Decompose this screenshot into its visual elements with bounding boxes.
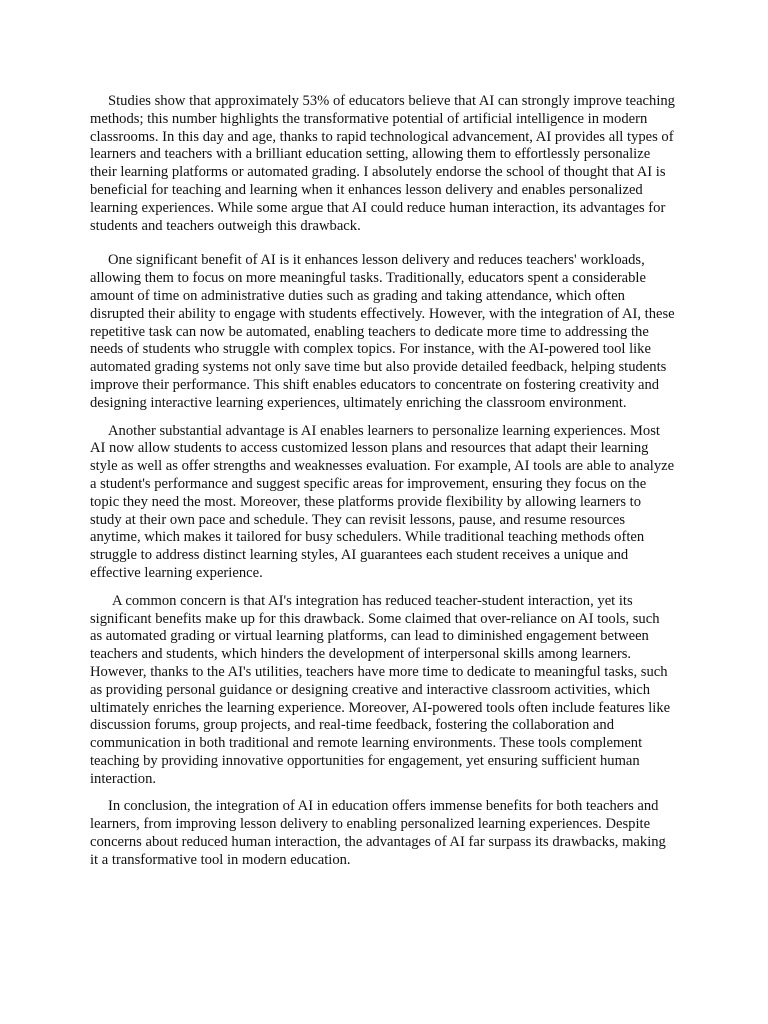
paragraph-conclusion: In conclusion, the integration of AI in education offers immense benefits for both teachers and learners, from improving lesson delivery to enabling personalized learning experiences. Despite concerns about reduced human interaction, the advantages of AI far surpass its drawbacks, making it a transformative tool in modern education.	[90, 798, 666, 868]
paragraph-personalized-learning: Another substantial advantage is AI enables learners to personalize learning experiences. Most AI now allow students to access customized lesson plans and resources that adapt their learning style as well as offer strengths and weaknesses evaluation. For example, AI tools are able to analyze a student's performance and suggest specific areas for improvement, ensuring they focus on the topic they need the most. Moreover, these platforms provide flexibility by allowing learners to study at their own pace and schedule. They can revisit lessons, pause, and resume resources anytime, which makes it tailored for busy schedulers. While traditional teaching methods often struggle to address distinct learning styles, AI guarantees each student receives a unique and effective learning experience.	[90, 422, 675, 581]
paragraph-introduction: Studies show that approximately 53% of educators believe that AI can strongly improve teaching methods; this number highlights the transformative potential of artificial intelligence in modern classrooms. In this day and age, thanks to rapid technological advancement, AI provides all types of learners and teachers with a brilliant education setting, allowing them to effortlessly personalize their learning platforms or automated grading. I absolutely endorse the school of thought that AI is beneficial for teaching and learning when it enhances lesson delivery and enables personalized learning experiences. While some argue that AI could reduce human interaction, its advantages for students and teachers outweigh this drawback.	[90, 93, 675, 234]
paragraph-counterargument: A common concern is that AI's integration has reduced teacher-student interaction, yet its significant benefits make up for this drawback. Some claimed that over-reliance on AI tools, such as automated grading or virtual learning platforms, can lead to diminished engagement between teachers and students, which hinders the development of interpersonal skills among learners. However, thanks to the AI's utilities, teachers have more time to dedicate to meaningful tasks, such as providing personal guidance or designing creative and interactive classroom activities, which ultimately enriches the learning experience. Moreover, AI-powered tools often include features like discussion forums, group projects, and real-time feedback, fostering the collaboration and communication in both traditional and remote learning environments. These tools complement teaching by providing innovative opportunities for engagement, yet ensuring sufficient human interaction.	[90, 592, 671, 787]
paragraph-lesson-delivery: One significant benefit of AI is it enhances lesson delivery and reduces teachers' workloads, allowing them to focus on more meaningful tasks. Traditionally, educators spent a considerable amount of time on administrative duties such as grading and taking attendance, which often disrupted their ability to engage with students effectively. However, with the integration of AI, these repetitive task can now be automated, enabling teachers to dedicate more time to addressing the needs of students who struggle with complex topics. For instance, with the AI-powered tool like automated grading systems not only save time but also provide detailed feedback, helping students improve their performance. This shift enables educators to concentrate on fostering creativity and designing interactive learning experiences, ultimately enriching the classroom environment.	[90, 252, 675, 411]
essay-body	[90, 93, 675, 870]
